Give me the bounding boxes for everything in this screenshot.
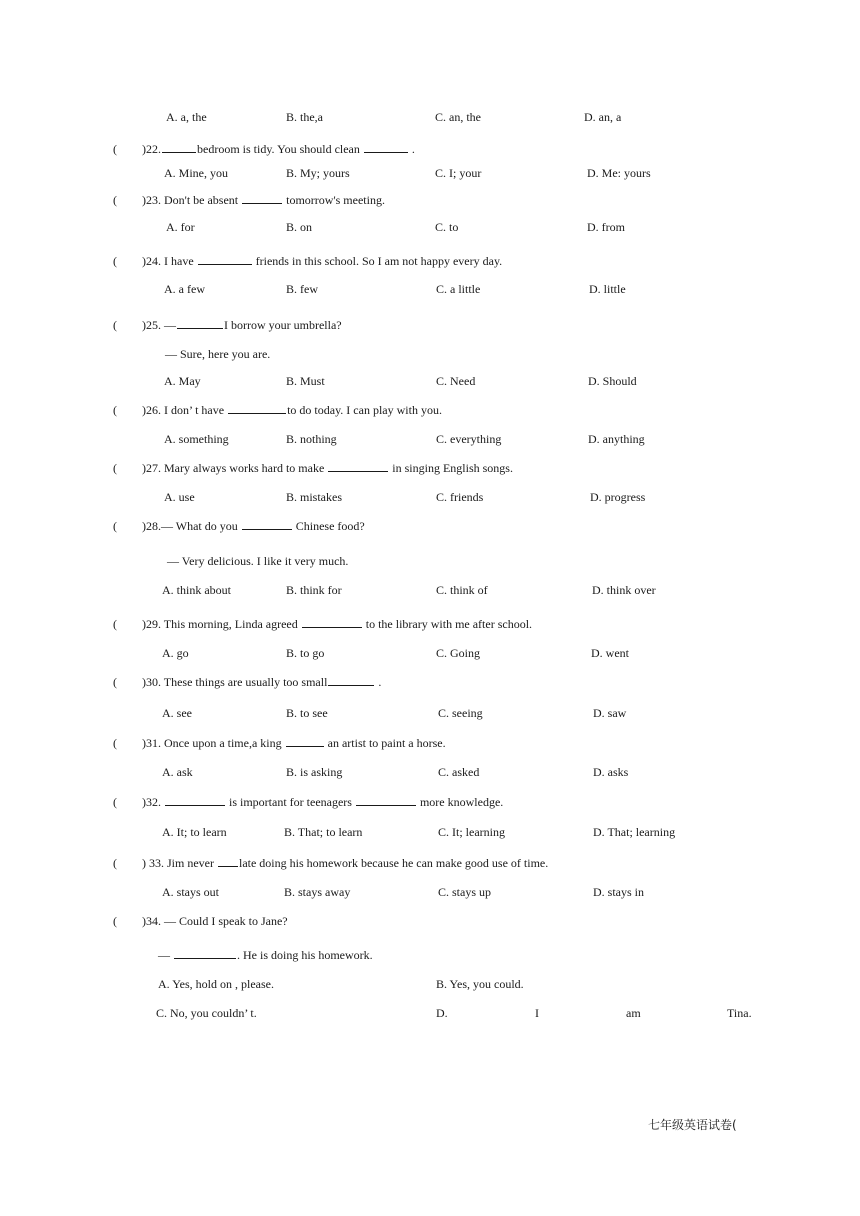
q22-option-d: D. Me: yours: [587, 166, 651, 180]
q30-option-c: C. seeing: [438, 706, 483, 720]
q34-option-d-label: D.: [436, 1006, 448, 1020]
q29-option-a: A. go: [162, 646, 189, 660]
q31-option-d: D. asks: [593, 765, 629, 779]
q34-option-b: B. Yes, you could.: [436, 977, 524, 991]
page-footer: 七年级英语试卷(: [648, 1118, 737, 1132]
q25-option-d: D. Should: [588, 374, 637, 388]
q24-paren: (: [113, 254, 117, 268]
q33-option-b: B. stays away: [284, 885, 351, 899]
q29-option-c: C. Going: [436, 646, 481, 660]
q34-option-d-word3: Tina.: [727, 1006, 752, 1020]
q22-paren: (: [113, 142, 117, 156]
q25-option-c: C. Need: [436, 374, 476, 388]
q21-option-c: C. an, the: [435, 110, 481, 124]
q30-option-d: D. saw: [593, 706, 627, 720]
q21-option-d: D. an, a: [584, 110, 622, 124]
q26-question: )26. I don’ t have to do today. I can play with you.: [142, 403, 442, 417]
q27-option-a: A. use: [164, 490, 195, 504]
q27-paren: (: [113, 461, 117, 475]
q34-paren: (: [113, 914, 117, 928]
q26-option-c: C. everything: [436, 432, 502, 446]
q23-option-d: D. from: [587, 220, 625, 234]
q31-option-b: B. is asking: [286, 765, 343, 779]
q33-option-a: A. stays out: [162, 885, 219, 899]
q32-paren: (: [113, 795, 117, 809]
q28-option-b: B. think for: [286, 583, 342, 597]
q28-option-d: D. think over: [592, 583, 656, 597]
q24-option-a: A. a few: [164, 282, 205, 296]
q26-option-a: A. something: [164, 432, 229, 446]
q25-reply: — Sure, here you are.: [165, 347, 271, 361]
q28-reply: — Very delicious. I like it very much.: [167, 554, 349, 568]
q29-option-b: B. to go: [286, 646, 325, 660]
q33-option-d: D. stays in: [593, 885, 644, 899]
q28-paren: (: [113, 519, 117, 533]
q29-option-d: D. went: [591, 646, 629, 660]
q31-option-c: C. asked: [438, 765, 480, 779]
q22-option-c: C. I; your: [435, 166, 482, 180]
q23-option-c: C. to: [435, 220, 459, 234]
q21-option-a: A. a, the: [166, 110, 207, 124]
q29-paren: (: [113, 617, 117, 631]
q28-question: )28.— What do you Chinese food?: [142, 519, 365, 533]
q33-question: ) 33. Jim never late doing his homework because he can make good use of time.: [142, 856, 549, 870]
q32-question: )32. is important for teenagers more knowledge.: [142, 795, 504, 809]
q29-question: )29. This morning, Linda agreed to the library with me after school.: [142, 617, 533, 631]
q34-option-c: C. No, you couldn’ t.: [156, 1006, 257, 1020]
q22-option-b: B. My; yours: [286, 166, 350, 180]
q34-option-d-word2: am: [626, 1006, 641, 1020]
q23-option-b: B. on: [286, 220, 313, 234]
q22-question: )22. bedroom is tidy. You should clean .: [142, 142, 415, 156]
q30-option-b: B. to see: [286, 706, 328, 720]
q23-paren: (: [113, 193, 117, 207]
q24-question: )24. I have friends in this school. So I am not happy every day.: [142, 254, 503, 268]
q27-option-c: C. friends: [436, 490, 484, 504]
q24-option-c: C. a little: [436, 282, 481, 296]
q27-option-b: B. mistakes: [286, 490, 342, 504]
q32-option-b: B. That; to learn: [284, 825, 363, 839]
q34-question: )34. — Could I speak to Jane?: [142, 914, 288, 928]
q28-option-c: C. think of: [436, 583, 488, 597]
q25-option-a: A. May: [164, 374, 201, 388]
q22-option-a: A. Mine, you: [164, 166, 228, 180]
q32-option-c: C. It; learning: [438, 825, 505, 839]
q26-option-b: B. nothing: [286, 432, 337, 446]
q34-reply: — . He is doing his homework.: [158, 948, 373, 962]
q30-paren: (: [113, 675, 117, 689]
q32-option-d: D. That; learning: [593, 825, 676, 839]
q23-option-a: A. for: [166, 220, 195, 234]
q33-option-c: C. stays up: [438, 885, 492, 899]
q21-option-b: B. the,a: [286, 110, 323, 124]
q31-option-a: A. ask: [162, 765, 193, 779]
q31-question: )31. Once upon a time,a king an artist to paint a horse.: [142, 736, 446, 750]
q26-paren: (: [113, 403, 117, 417]
q34-option-a: A. Yes, hold on , please.: [158, 977, 274, 991]
q28-option-a: A. think about: [162, 583, 231, 597]
q24-option-b: B. few: [286, 282, 318, 296]
q23-question: )23. Don't be absent tomorrow's meeting.: [142, 193, 385, 207]
q32-option-a: A. It; to learn: [162, 825, 227, 839]
q27-question: )27. Mary always works hard to make in singing English songs.: [142, 461, 513, 475]
q34-option-d-word1: I: [535, 1006, 539, 1020]
q30-question: )30. These things are usually too small .: [142, 675, 382, 689]
q25-question: )25. — I borrow your umbrella?: [142, 318, 342, 332]
q25-paren: (: [113, 318, 117, 332]
q26-option-d: D. anything: [588, 432, 645, 446]
q24-option-d: D. little: [589, 282, 626, 296]
q25-option-b: B. Must: [286, 374, 325, 388]
q27-option-d: D. progress: [590, 490, 646, 504]
q31-paren: (: [113, 736, 117, 750]
q30-option-a: A. see: [162, 706, 192, 720]
q33-paren: (: [113, 856, 117, 870]
